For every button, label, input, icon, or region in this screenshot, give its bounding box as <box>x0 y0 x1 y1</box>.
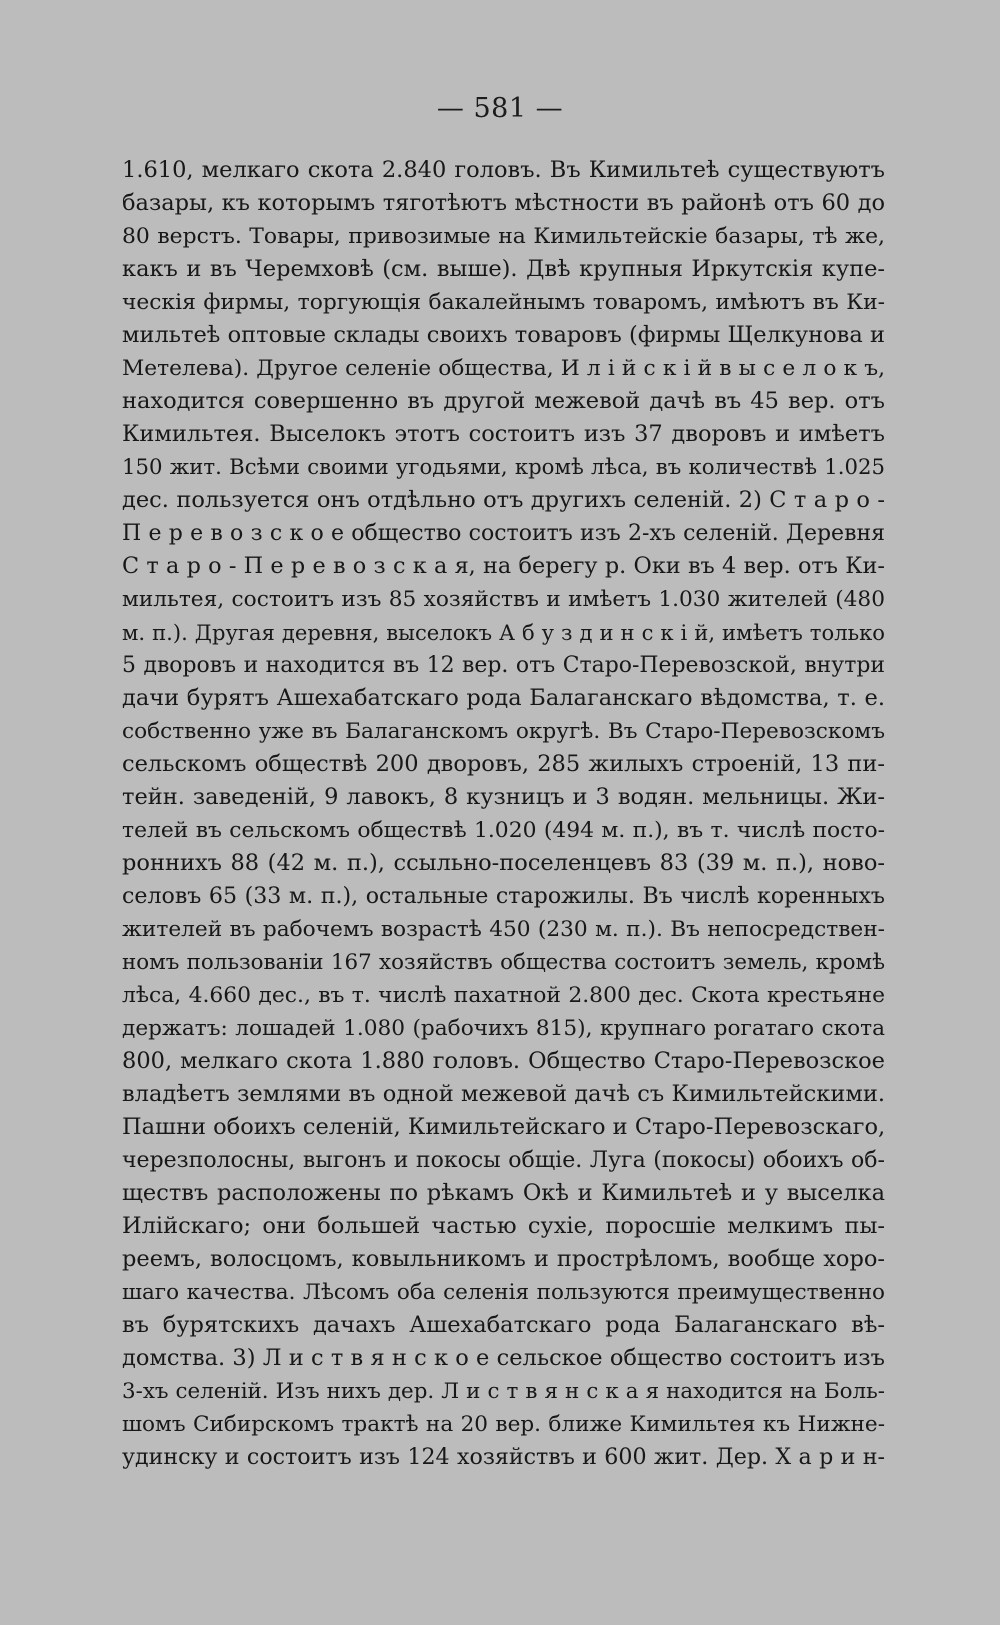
text-line: лѣса, 4.660 дес., въ т. числѣ пахатной 2.800 дес. Скота крестьяне <box>122 983 885 1008</box>
text-line: жителей въ рабочемъ возрастѣ 450 (230 м. п.). Въ непосредствен- <box>122 917 885 942</box>
text-line: 5 дворовъ и находится въ 12 вер. отъ Старо-Перевозской, внутри <box>122 653 885 678</box>
text-line: 80 верстъ. Товары, привозимые на Кимильтейскiе базары, тѣ же, <box>122 224 885 249</box>
text-line: владѣетъ землями въ одной межевой дачѣ съ Кимильтейскими. <box>122 1081 885 1107</box>
text-line: мильтеѣ оптовые склады своихъ товаровъ (фирмы Щелкунова и <box>122 322 885 348</box>
text-line: шаго качества. Лѣсомъ оба селенiя пользуются преимущественно <box>122 1280 885 1305</box>
text-line: собственно уже въ Балаганскомъ округѣ. Въ Старо-Перевозскомъ <box>122 719 885 744</box>
text-line: шомъ Сибирскомъ трактѣ на 20 вер. ближе Кимильтея къ Нижне- <box>122 1412 885 1437</box>
text-line: тейн. заведенiй, 9 лавокъ, 8 кузницъ и 3 водян. мельницы. Жи- <box>122 784 885 810</box>
text-line: ческiя фирмы, торгующiя бакалейнымъ товаромъ, имѣютъ въ Ки- <box>122 290 885 315</box>
text-line: держатъ: лошадей 1.080 (рабочихъ 815), крупнаго рогатаго скота <box>122 1016 885 1041</box>
text-line: С т а р о - П е р е в о з с к а я, на берегу р. Оки въ 4 вер. отъ Ки- <box>122 553 885 579</box>
text-line: Кимильтея. Выселокъ этотъ состоитъ изъ 37 дворовъ и имѣетъ <box>122 421 885 447</box>
text-line: реемъ, волосцомъ, ковыльникомъ и прострѣломъ, вообще хоро- <box>122 1246 885 1272</box>
text-line: Илiйскаго; они большей частью сухiе, поросшiе мелкимъ пы- <box>122 1213 885 1239</box>
text-line: дачи бурятъ Ашехабатскаго рода Балаганскаго вѣдомства, т. е. <box>122 685 885 711</box>
page-number: — 581 — <box>436 93 564 124</box>
text-line: 150 жит. Всѣми своими угодьями, кромѣ лѣса, въ количествѣ 1.025 <box>122 455 885 480</box>
body-text <box>122 154 885 1474</box>
text-line: 1.610, мелкаго скота 2.840 головъ. Въ Кимильтеѣ существуютъ <box>122 157 885 183</box>
text-line: сельскомъ обществѣ 200 дворовъ, 285 жилыхъ строенiй, 13 пи- <box>122 751 885 777</box>
text-line: номъ пользованiи 167 хозяйствъ общества состоитъ земель, кромѣ <box>122 950 885 975</box>
text-line: 800, мелкаго скота 1.880 головъ. Общество Старо-Перевозское <box>122 1048 885 1074</box>
text-line: какъ и въ Черемховѣ (см. выше). Двѣ крупныя Иркутскiя купе- <box>122 256 885 282</box>
text-line: 3-хъ селенiй. Изъ нихъ дер. Л и с т в я н с к а я находится на Боль- <box>122 1379 885 1404</box>
text-line: Пашни обоихъ селенiй, Кимильтейскаго и Старо-Перевозскаго, <box>122 1114 886 1140</box>
text-line: П е р е в о з с к о е общество состоитъ изъ 2-хъ селенiй. Деревня <box>122 521 885 546</box>
text-line: мильтея, состоитъ изъ 85 хозяйствъ и имѣетъ 1.030 жителей (480 <box>122 587 885 612</box>
text-line: телей въ сельскомъ обществѣ 1.020 (494 м. п.), въ т. числѣ посто- <box>122 818 885 843</box>
text-line: черезполосны, выгонъ и покосы общiе. Луга (покосы) обоихъ об- <box>122 1148 885 1173</box>
text-line: дес. пользуется онъ отдѣльно отъ другихъ селенiй. 2) С т а р о - <box>122 487 885 513</box>
text-line: селовъ 65 (33 м. п.), остальные старожилы. Въ числѣ коренныхъ <box>122 883 885 909</box>
text-line: роннихъ 88 (42 м. п.), ссыльно-поселенцевъ 83 (39 м. п.), ново- <box>122 850 885 876</box>
text-line: Метелева). Другое селенiе общества, И л i й с к i й в ы с е л о к ъ, <box>122 356 885 381</box>
text-line: удинску и состоитъ изъ 124 хозяйствъ и 600 жит. Дер. Х а р и н- <box>122 1444 885 1470</box>
text-line: въ бурятскихъ дачахъ Ашехабатскаго рода Балаганскаго вѣ- <box>122 1312 885 1338</box>
text-line: базары, къ которымъ тяготѣютъ мѣстности въ районѣ отъ 60 до <box>122 190 885 216</box>
text-line: ществъ расположены по рѣкамъ Окѣ и Кимильтеѣ и у выселка <box>122 1180 885 1206</box>
text-line: находится совершенно въ другой межевой дачѣ въ 45 вер. отъ <box>122 388 885 414</box>
text-line: м. п.). Другая деревня, выселокъ А б у з д и н с к i й, имѣетъ только <box>122 620 885 645</box>
text-line: домства. 3) Л и с т в я н с к о е сельское общество состоитъ изъ <box>122 1345 885 1371</box>
